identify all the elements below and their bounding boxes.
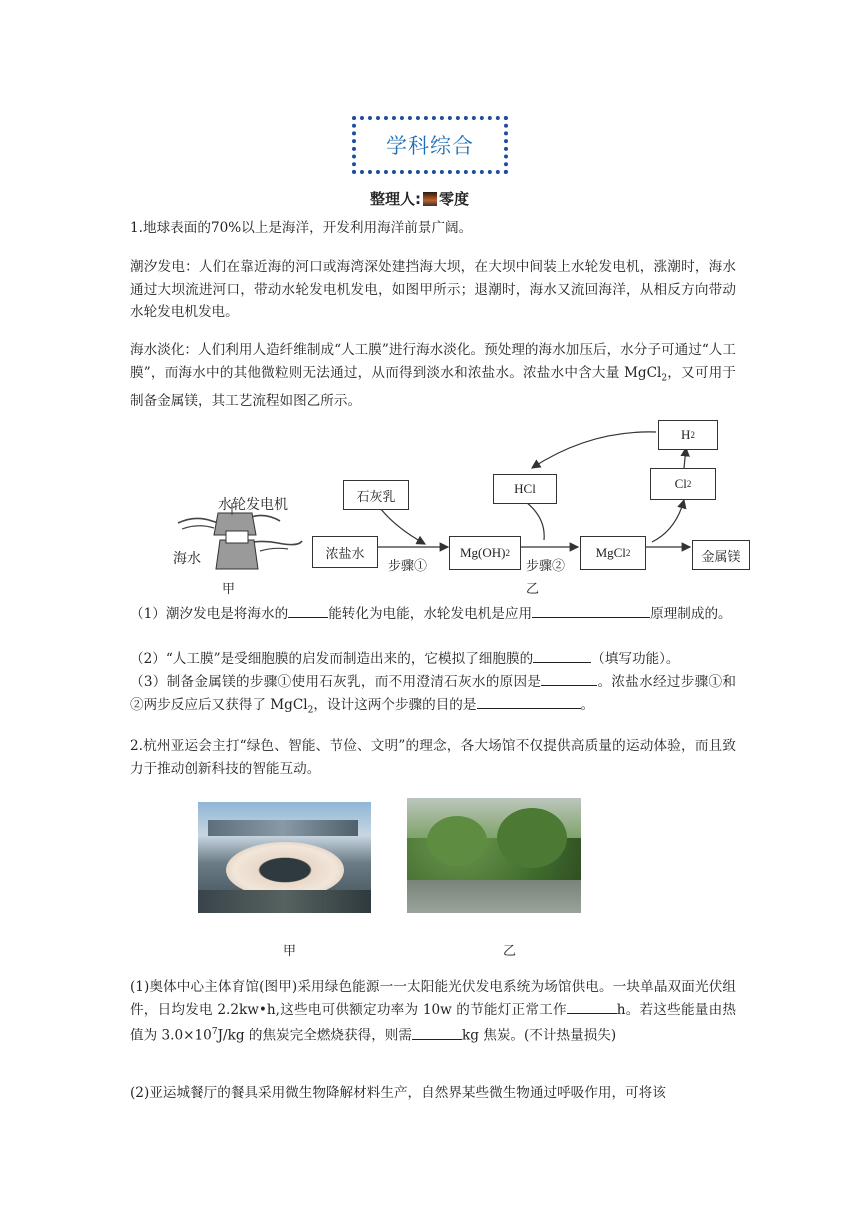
box-mgoh2: [449, 536, 521, 570]
title-box: [352, 116, 508, 174]
q1-sub3-text-d: 。: [580, 696, 595, 713]
caption-yi: 乙: [526, 582, 540, 597]
author-prefix: 整理人:: [370, 190, 421, 208]
answer-blank[interactable]: [567, 999, 617, 1014]
q1-sub3-text-a: （3）制备金属镁的步骤①使用石灰乳，而不用澄清石灰水的原因是: [130, 674, 542, 690]
h2-sub: 2: [690, 430, 695, 440]
answer-blank[interactable]: [532, 603, 650, 618]
caption-jia: 甲: [222, 582, 236, 597]
caption-photo-jia: 甲: [283, 944, 297, 959]
caption-photo-yi: 乙: [503, 944, 517, 959]
box-mgcl2: [580, 536, 646, 570]
q1-sub2-text-b: （填写功能）。: [591, 651, 680, 667]
mgoh2-text: Mg(OH): [460, 545, 506, 560]
q1-tidal-paragraph: 潮汐发电：人们在靠近海的河口或海湾深处建挡海大坝，在大坝中间装上水轮发电机，涨潮时，海水通过大坝流进河口，带动水轮发电机发电，如图甲所示；退潮时，海水又流回海洋，从相反方向带动水轮发电机发电。: [130, 259, 736, 320]
q2-sub1-text-b: h。若这些能量由热值为 3.0×10: [130, 1001, 736, 1044]
q1-desal-text-b: ，又可用于制备金属镁，其工艺流程如图乙所示。: [130, 364, 736, 409]
answer-blank[interactable]: [533, 648, 591, 663]
answer-blank[interactable]: [541, 671, 597, 686]
answer-blank[interactable]: [288, 603, 328, 618]
cl2-sub: 2: [686, 479, 692, 489]
q1-sub3-sub: 2: [307, 705, 314, 716]
photo-stadium: [198, 802, 371, 913]
mgcl2-text: MgCl: [595, 545, 626, 560]
box-h2: [658, 420, 718, 450]
sea-label: 海水: [173, 551, 201, 567]
box-hcl: HCl: [493, 474, 557, 504]
h2-text: H: [681, 427, 691, 442]
q1-sub1-text-b: 能转化为电能，水轮发电机是应用: [328, 606, 533, 622]
q1-sub2: [130, 648, 736, 671]
q1-desal-paragraph: [130, 339, 736, 412]
q1-sub1-text-a: （1）潮汐发电是将海水的: [130, 606, 289, 622]
q1-sub2-text-a: （2）“人工膜”是受细胞膜的启发而制造出来的，它模拟了细胞膜的: [130, 651, 534, 667]
q2-sub1: [130, 976, 736, 1047]
box-nongyanshui: 浓盐水: [312, 536, 378, 568]
mgoh2-sub: 2: [505, 548, 510, 558]
box-cl2: [650, 468, 716, 500]
q1-desal-text-a: 海水淡化：人们利用人造纤维制成“人工膜”进行海水淡化。预处理的海水加压后，水分子可通过“人工膜”，而海水中的其他微粒则无法通过，从而得到淡水和浓盐水。浓盐水中含大量 MgCl: [130, 342, 736, 381]
q1-sub1: [130, 603, 736, 626]
q2-intro: 2.杭州亚运会主打“绿色、智能、节俭、文明”的理念，各大场馆不仅提供高质量的运动体验，而且致力于推动创新科技的智能互动。: [130, 738, 736, 777]
box-shihuiru: 石灰乳: [343, 480, 409, 510]
box-jinshumei: 金属镁: [692, 540, 750, 570]
step2-label: 步骤②: [526, 559, 566, 574]
step1-label: 步骤①: [388, 559, 428, 574]
answer-blank[interactable]: [412, 1025, 462, 1040]
q2-sub1-text-d: kg 焦炭。(不计热量损失): [461, 1027, 617, 1044]
answer-blank[interactable]: [477, 694, 581, 709]
author-avatar-icon: [423, 192, 437, 206]
q1-sub3-text-b: 。浓盐水经过步骤①和②两步反应后又获得了 MgCl: [130, 674, 736, 713]
page-title: 学科综合: [386, 134, 474, 158]
author-name: 零度: [439, 190, 470, 208]
photo-rooftop-garden: [407, 798, 581, 913]
q1-sub3-text-c: ，设计这两个步骤的目的是: [313, 696, 477, 713]
q2-sub1-sup: 7: [211, 1027, 218, 1037]
author-line: [370, 188, 469, 209]
q1-intro: 1.地球表面的70%以上是海洋，开发利用海洋前景广阔。: [130, 220, 473, 236]
q2-sub2: (2)亚运城餐厅的餐具采用微生物降解材料生产，自然界某些微生物通过呼吸作用，可将该: [130, 1085, 666, 1101]
q2-sub1-text-a: (1)奥体中心主体育馆(图甲)采用绿色能源一一太阳能光伏发电系统为场馆供电。一块单晶双面光伏组件，日均发电 2.2kw•h,这些电可供额定功率为 10w 的节能灯正常工作: [130, 979, 736, 1018]
cl2-text: Cl: [674, 476, 687, 491]
q1-sub1-text-c: 原理制成的。: [650, 606, 732, 622]
q1-sub3: [130, 671, 736, 722]
generator-label: 水轮发电机: [218, 497, 288, 513]
q2-sub1-text-c: J/kg 的焦炭完全燃烧获得，则需: [217, 1027, 412, 1044]
mgcl2-sub: 2: [625, 548, 631, 558]
q1-desal-sub: 2: [661, 373, 668, 384]
